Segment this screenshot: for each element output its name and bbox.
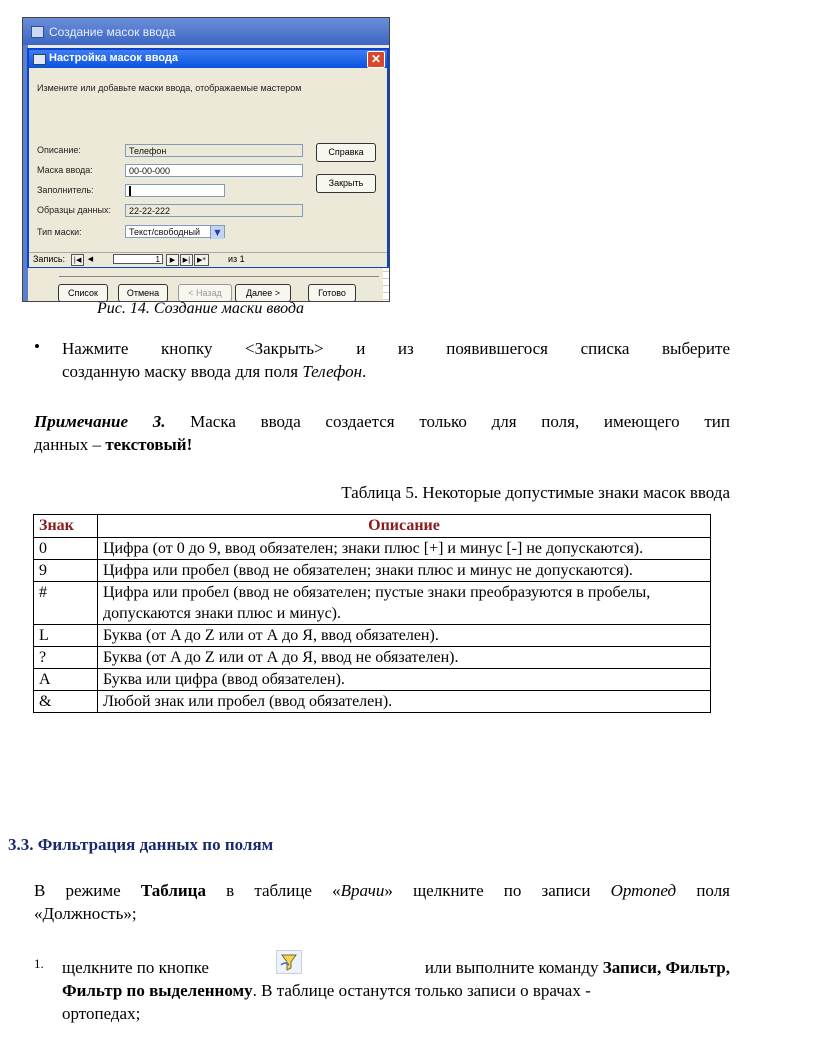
description-cell: Любой знак или пробел (ввод обязателен). (98, 691, 711, 713)
section-heading: 3.3. Фильтрация данных по полям (8, 835, 274, 854)
last-record-icon[interactable]: ▶| (180, 254, 193, 266)
mode-line-2: «Должность»; (34, 904, 137, 923)
description-cell: Цифра (от 0 до 9, ввод обязателен; знаки плюс [+] и минус [-] не допускаются). (98, 538, 711, 560)
close-button[interactable]: Закрыть (316, 174, 376, 193)
help-button[interactable]: Справка (316, 143, 376, 162)
sign-cell: A (34, 669, 98, 691)
mode-paragraph (34, 879, 730, 925)
table-header-row (34, 515, 711, 538)
next-button[interactable]: Далее > (235, 284, 291, 302)
description-cell: Буква (от A до Z или от А до Я, ввод не обязателен). (98, 647, 711, 669)
wizard-divider (59, 276, 379, 277)
description-cell: Буква (от A до Z или от А до Я, ввод обязателен). (98, 625, 711, 647)
input-mask-field[interactable]: 00-00-000 (125, 164, 303, 177)
record-number-field[interactable]: 1 (113, 254, 163, 264)
table-row (34, 625, 711, 647)
next-record-icon[interactable]: ▶ (166, 254, 179, 266)
filter-by-selection-icon (276, 950, 302, 974)
mask-signs-table (33, 514, 711, 713)
input-mask-dialog (27, 48, 389, 268)
dialog-instruction: Измените или добавьте маски ввода, отображаемые мастером (37, 83, 302, 93)
record-label: Запись: (33, 254, 66, 264)
description-cell: Цифра или пробел (ввод не обязателен; пустые знаки преобразуются в пробелы, допускаются знаки плюс и минус). (98, 582, 711, 625)
step-1 (62, 956, 730, 1025)
placeholder-field[interactable] (125, 184, 225, 197)
text-cursor (129, 186, 134, 196)
placeholder-label: Заполнитель: (37, 185, 94, 195)
description-label: Описание: (37, 145, 81, 155)
outer-window-titlebar (23, 18, 389, 45)
note-paragraph (34, 410, 730, 456)
first-record-icon[interactable]: |◀ (71, 254, 84, 266)
bullet-line-2: созданную маску ввода для поля Телефон. (62, 362, 367, 381)
bullet-line-1: Нажмите кнопку <Закрыть> и из появившегося списка выберите (62, 339, 730, 358)
figure-caption: Рис. 14. Создание маски ввода (97, 300, 304, 317)
list-button[interactable]: Список (58, 284, 108, 302)
sample-data-label: Образцы данных: (37, 205, 111, 215)
dialog-titlebar (29, 50, 387, 68)
description-field[interactable]: Телефон (125, 144, 303, 157)
bullet-item (62, 337, 730, 383)
step-line-1: щелкните по кнопке или выполните команду Записи, Фильтр, (62, 958, 730, 977)
window-icon (31, 26, 44, 38)
note-line-1: Примечание 3. Маска ввода создается только для поля, имеющего тип (34, 412, 730, 431)
table-title: Таблица 5. Некоторые допустимые знаки масок ввода (341, 483, 730, 502)
sign-cell: L (34, 625, 98, 647)
dialog-title: Настройка масок ввода (49, 52, 179, 64)
back-button[interactable]: < Назад (178, 284, 232, 302)
table-row (34, 538, 711, 560)
sample-data-field[interactable]: 22-22-222 (125, 204, 303, 217)
mask-type-select[interactable]: Текст/свободный ▼ (125, 225, 225, 238)
note-line-2: данных – текстовый! (34, 435, 193, 454)
prev-record-icon[interactable]: ◀ (87, 255, 94, 263)
finish-button[interactable]: Готово (308, 284, 356, 302)
table-row (34, 691, 711, 713)
table-row (34, 560, 711, 582)
note-emphasis: текстовый! (105, 435, 193, 454)
table-row (34, 582, 711, 625)
description-cell: Цифра или пробел (ввод не обязателен; знаки плюс и минус не допускаются). (98, 560, 711, 582)
column-header-sign: Знак (34, 515, 98, 538)
field-name: Телефон (302, 362, 363, 381)
record-navigator (29, 252, 387, 267)
column-header-description: Описание (98, 515, 711, 538)
bullet-marker: • (34, 337, 40, 356)
step-line-3: ортопедах; (62, 1004, 141, 1023)
sign-cell: 0 (34, 538, 98, 560)
chevron-down-icon[interactable]: ▼ (210, 226, 224, 239)
sign-cell: # (34, 582, 98, 625)
close-icon[interactable]: ✕ (367, 51, 385, 68)
step-line-2: Фильтр по выделенному. В таблице останутся только записи о врачах - (62, 981, 591, 1000)
sign-cell: 9 (34, 560, 98, 582)
table-row (34, 669, 711, 691)
table-row (34, 647, 711, 669)
sign-cell: & (34, 691, 98, 713)
sign-cell: ? (34, 647, 98, 669)
outer-window-title: Создание масок ввода (49, 25, 176, 39)
note-label: Примечание 3. (34, 412, 166, 431)
figure-screenshot (22, 17, 390, 302)
description-cell: Буква или цифра (ввод обязателен). (98, 669, 711, 691)
new-record-icon[interactable]: ▶* (194, 254, 209, 266)
mask-type-label: Тип маски: (37, 227, 82, 237)
step-number: 1. (34, 956, 44, 971)
cancel-button[interactable]: Отмена (118, 284, 168, 302)
input-mask-label: Маска ввода: (37, 165, 93, 175)
mode-line-1: В режиме Таблица в таблице «Врачи» щелкните по записи Ортопед поля (34, 881, 730, 900)
dialog-icon (33, 54, 46, 65)
record-count: из 1 (228, 254, 245, 264)
